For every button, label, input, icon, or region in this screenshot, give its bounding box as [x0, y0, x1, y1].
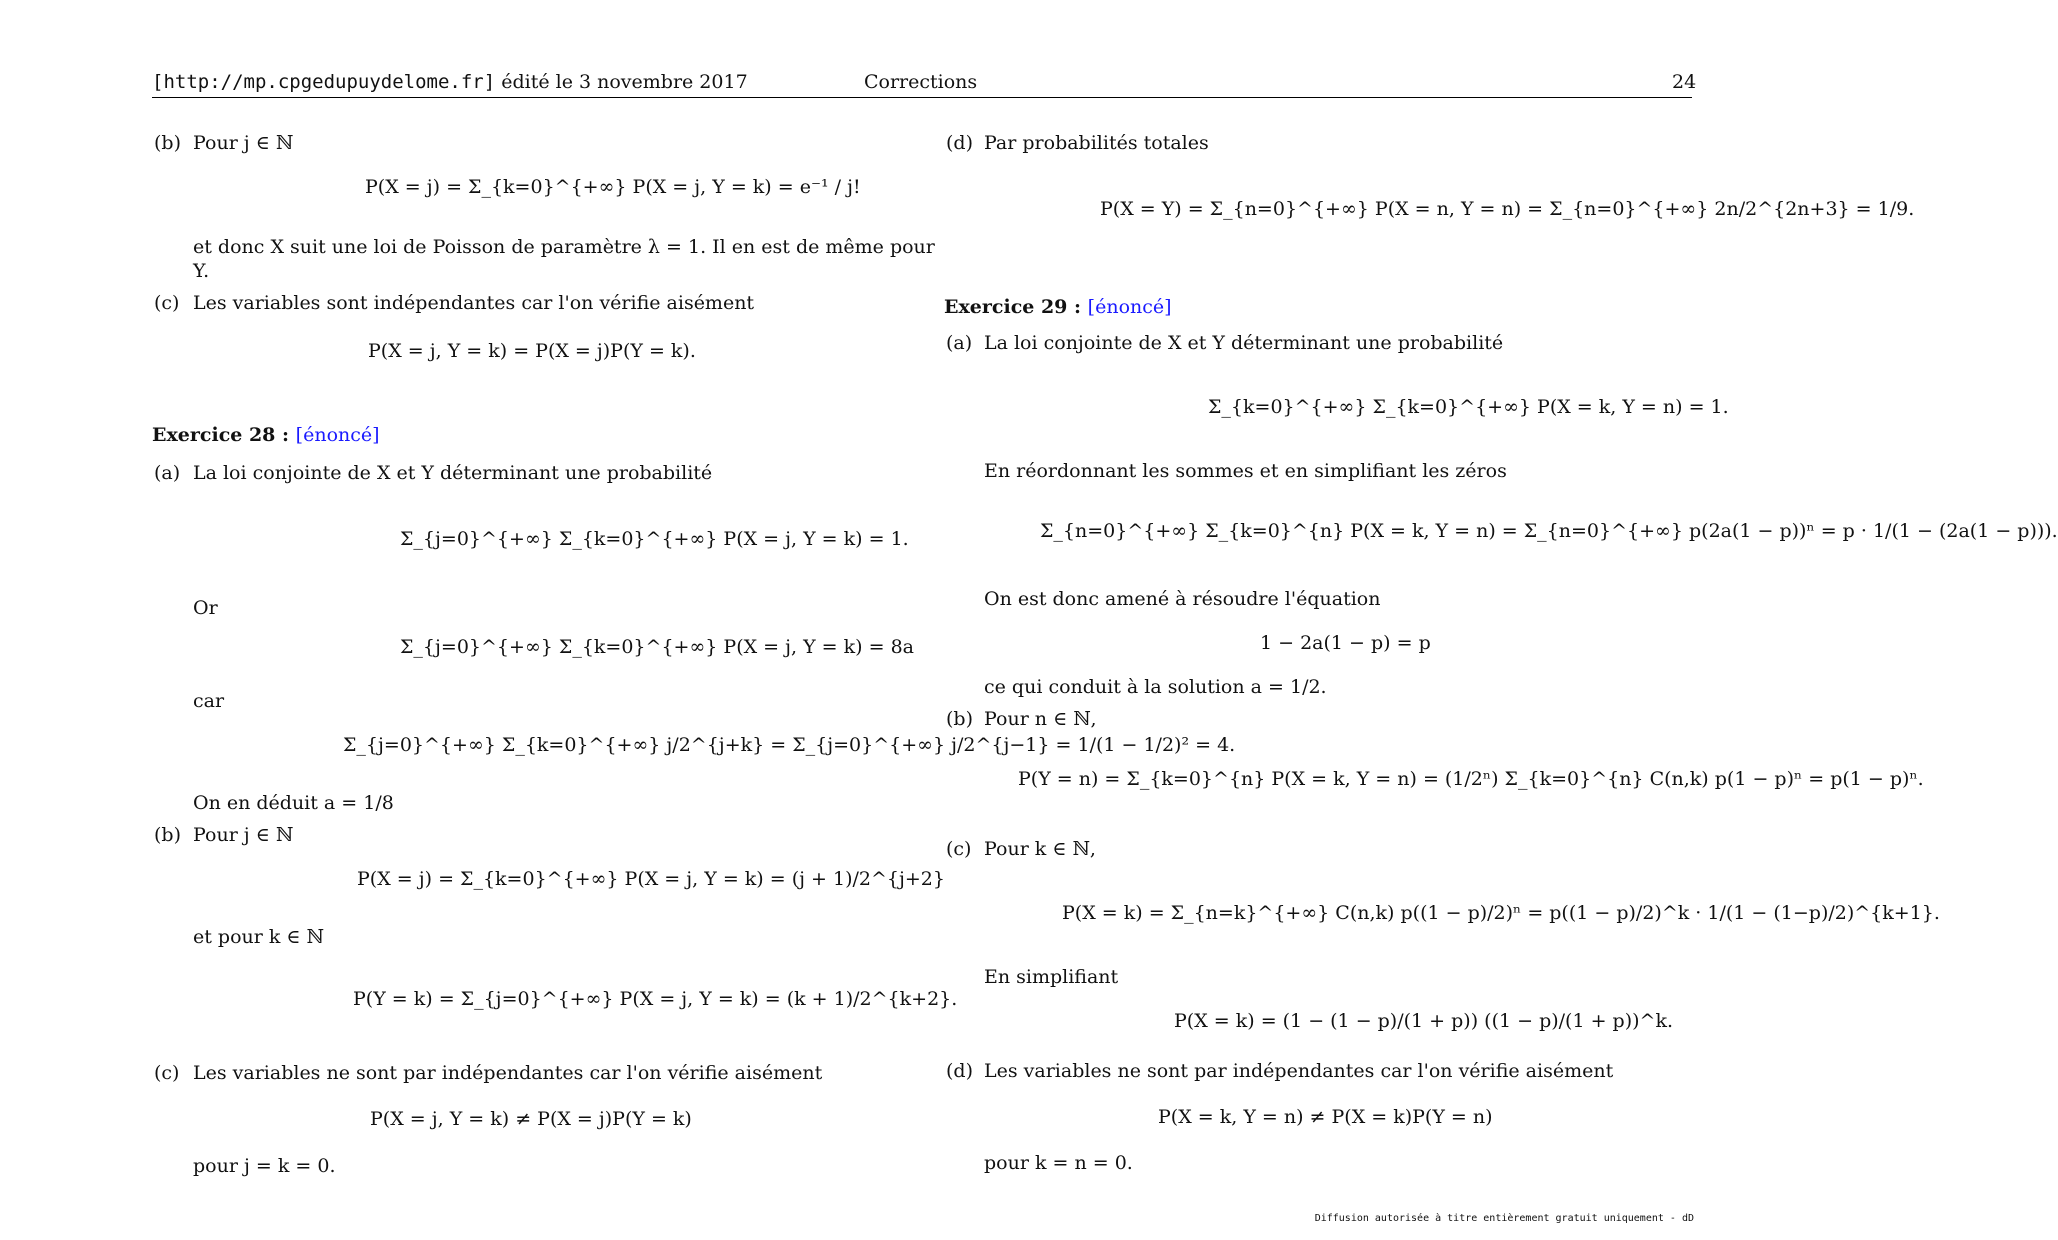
equation: P(X = j) = Σ_{k=0}^{+∞} P(X = j, Y = k) = e⁻¹ / j! [365, 176, 861, 198]
header-rule [152, 97, 1692, 98]
paragraph: car [193, 690, 225, 712]
paragraph: On est donc amené à résoudre l'équation [984, 588, 1381, 610]
equation: P(Y = k) = Σ_{j=0}^{+∞} P(X = j, Y = k) = (k + 1)/2^{k+2}. [353, 988, 958, 1010]
exercise-title: Exercice 28 : [152, 424, 290, 446]
header-title: Corrections [864, 71, 978, 93]
item-label: (b) [154, 132, 181, 154]
equation: Σ_{j=0}^{+∞} Σ_{k=0}^{+∞} j/2^{j+k} = Σ_{j=0}^{+∞} j/2^{j−1} = 1/(1 − 1/2)² = 4. [343, 734, 1236, 756]
item-label: (b) [154, 824, 181, 846]
item-label: (d) [946, 1060, 973, 1082]
paragraph: Y. [193, 260, 210, 282]
item-label: (c) [154, 292, 180, 314]
footer-note: Diffusion autorisée à titre entièrement gratuit uniquement - dD [1314, 1213, 1694, 1224]
page-number: 24 [1672, 71, 1697, 93]
equation: P(X = k, Y = n) ≠ P(X = k)P(Y = n) [1158, 1106, 1493, 1128]
equation: P(X = k) = (1 − (1 − p)/(1 + p)) ((1 − p)/(1 + p))^k. [1174, 1010, 1674, 1032]
paragraph: Or [193, 597, 218, 619]
item-label: (b) [946, 708, 973, 730]
paragraph: ce qui conduit à la solution a = 1/2. [984, 676, 1327, 698]
equation: Σ_{n=0}^{+∞} Σ_{k=0}^{n} P(X = k, Y = n) = Σ_{n=0}^{+∞} p(2a(1 − p))ⁿ = p · 1/(1 − (2a(1 − p))). [1040, 520, 2058, 542]
equation: P(X = Y) = Σ_{n=0}^{+∞} P(X = n, Y = n) = Σ_{n=0}^{+∞} 2n/2^{2n+3} = 1/9. [1100, 198, 1915, 220]
equation: P(X = k) = Σ_{n=k}^{+∞} C(n,k) p((1 − p)/2)ⁿ = p((1 − p)/2)^k · 1/(1 − (1−p)/2)^{k+1}. [1062, 902, 1940, 924]
enonce-link[interactable]: [énoncé] [1087, 296, 1172, 318]
item-text: La loi conjointe de X et Y déterminant une probabilité [193, 462, 713, 484]
item-text: Pour j ∈ ℕ [193, 824, 294, 846]
exercise-heading [944, 296, 1172, 318]
equation: P(X = j) = Σ_{k=0}^{+∞} P(X = j, Y = k) = (j + 1)/2^{j+2} [357, 868, 945, 890]
exercise-heading [152, 424, 380, 446]
exercise-title: Exercice 29 : [944, 296, 1082, 318]
item-text: La loi conjointe de X et Y déterminant une probabilité [984, 332, 1504, 354]
item-label: (c) [946, 838, 972, 860]
equation: Σ_{j=0}^{+∞} Σ_{k=0}^{+∞} P(X = j, Y = k) = 1. [400, 528, 909, 550]
header-url-text[interactable]: [http://mp.cpgedupuydelome.fr] [152, 71, 496, 93]
equation: Σ_{j=0}^{+∞} Σ_{k=0}^{+∞} P(X = j, Y = k) = 8a [400, 636, 914, 658]
paragraph: pour j = k = 0. [193, 1155, 336, 1177]
item-text: Pour j ∈ ℕ [193, 132, 294, 154]
item-text: Les variables ne sont par indépendantes car l'on vérifie aisément [984, 1060, 1614, 1082]
paragraph: pour k = n = 0. [984, 1152, 1133, 1174]
equation: Σ_{k=0}^{+∞} Σ_{k=0}^{+∞} P(X = k, Y = n) = 1. [1208, 396, 1729, 418]
equation: P(X = j, Y = k) ≠ P(X = j)P(Y = k) [370, 1108, 692, 1130]
header-url[interactable] [152, 71, 748, 93]
item-label: (d) [946, 132, 973, 154]
item-text: Pour n ∈ ℕ, [984, 708, 1097, 730]
header-edited: édité le 3 novembre 2017 [501, 71, 748, 93]
equation: P(X = j, Y = k) = P(X = j)P(Y = k). [368, 340, 696, 362]
item-label: (a) [154, 462, 181, 484]
paragraph: On en déduit a = 1/8 [193, 792, 394, 814]
paragraph: et pour k ∈ ℕ [193, 926, 324, 948]
item-text: Les variables ne sont par indépendantes car l'on vérifie aisément [193, 1062, 823, 1084]
paragraph: En réordonnant les sommes et en simplifiant les zéros [984, 460, 1507, 482]
enonce-link[interactable]: [énoncé] [295, 424, 380, 446]
paragraph: et donc X suit une loi de Poisson de paramètre λ = 1. Il en est de même pour [193, 236, 935, 258]
paragraph: En simplifiant [984, 966, 1119, 988]
item-text: Les variables sont indépendantes car l'on vérifie aisément [193, 292, 755, 314]
equation: P(Y = n) = Σ_{k=0}^{n} P(X = k, Y = n) = (1/2ⁿ) Σ_{k=0}^{n} C(n,k) p(1 − p)ⁿ = p(1 − p)ⁿ. [1018, 768, 1924, 790]
item-text: Par probabilités totales [984, 132, 1209, 154]
item-label: (c) [154, 1062, 180, 1084]
equation: 1 − 2a(1 − p) = p [1260, 632, 1431, 654]
item-label: (a) [946, 332, 973, 354]
item-text: Pour k ∈ ℕ, [984, 838, 1096, 860]
